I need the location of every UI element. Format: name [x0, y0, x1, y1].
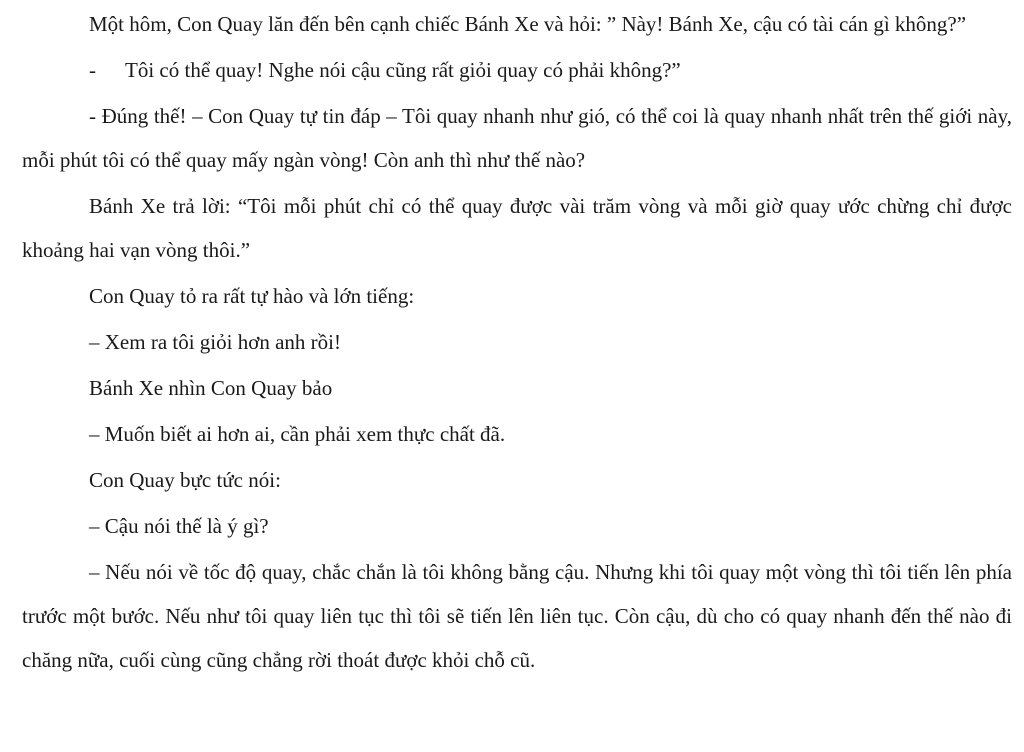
document-body [22, 0, 1012, 682]
dash-marker: - [89, 58, 96, 82]
paragraph-5: Con Quay tỏ ra rất tự hào và lớn tiếng: [89, 284, 415, 308]
paragraph-2-text: Tôi có thể quay! Nghe nói cậu cũng rất giỏi quay có phải không?” [125, 58, 681, 82]
paragraph-8: – Muốn biết ai hơn ai, cần phải xem thực chất đã. [89, 422, 506, 446]
paragraph-11: – Nếu nói về tốc độ quay, chắc chắn là tôi không bằng cậu. Nhưng khi tôi quay một vòng thì tôi tiến lên phía trước một bước. Nếu như tôi quay liên tục thì tôi sẽ tiến lên liên tục. Còn cậu, dù cho có quay nhanh đến thế nào đi chăng nữa, cuối cùng cũng chẳng rời thoát được khỏi chỗ cũ. [22, 560, 1012, 672]
paragraph-4: Bánh Xe trả lời: “Tôi mỗi phút chỉ có thể quay được vài trăm vòng và mỗi giờ quay ước chừng chỉ được khoảng hai vạn vòng thôi.” [22, 194, 1012, 262]
paragraph-9: Con Quay bực tức nói: [89, 468, 281, 492]
paragraph-2-dialogue [22, 46, 1012, 92]
paragraph-3: - Đúng thế! – Con Quay tự tin đáp – Tôi quay nhanh như gió, có thể coi là quay nhanh nhất trên thế giới này, mỗi phút tôi có thể quay mấy ngàn vòng! Còn anh thì như thế nào? [22, 104, 1012, 172]
paragraph-7: Bánh Xe nhìn Con Quay bảo [89, 376, 333, 400]
paragraph-10: – Cậu nói thế là ý gì? [89, 514, 269, 538]
paragraph-6: – Xem ra tôi giỏi hơn anh rồi! [89, 330, 341, 354]
paragraph-1: Một hôm, Con Quay lăn đến bên cạnh chiếc Bánh Xe và hỏi: ” Này! Bánh Xe, cậu có tài cán gì không?” [89, 12, 967, 36]
